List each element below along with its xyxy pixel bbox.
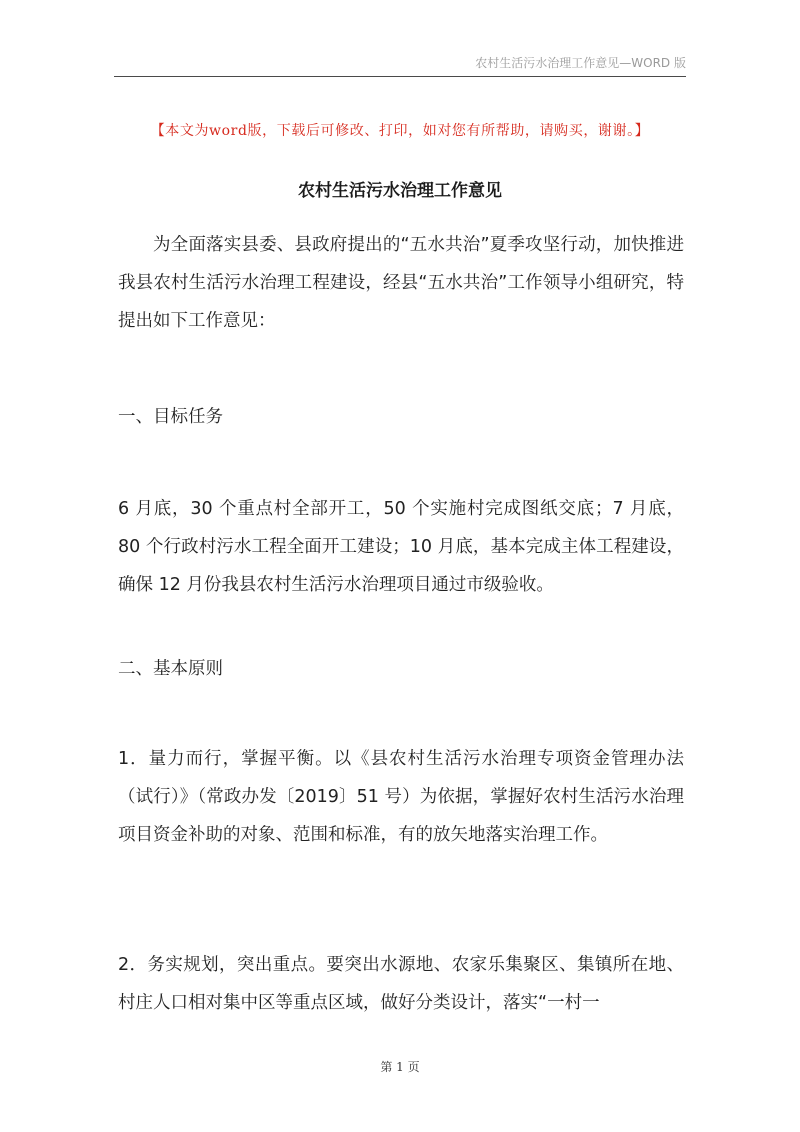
- goals-paragraph: 6 月底，30 个重点村全部开工，50 个实施村完成图纸交底；7 月底，80 个行政村污水工程全面开工建设；10 月底，基本完成主体工程建设，确保 12 月份我县农村生活污水治理项目通过市级验收。: [118, 499, 684, 595]
- section-heading-goals: 一、目标任务: [118, 407, 223, 427]
- purchase-notice: 【本文为word版，下载后可修改、打印，如对您有所帮助，请购买，谢谢。】: [150, 123, 650, 139]
- section-heading-principles: 二、基本原则: [118, 659, 223, 679]
- intro-paragraph: 为全面落实县委、县政府提出的“五水共治”夏季攻坚行动，加快推进我县农村生活污水治理工程建设，经县“五水共治”工作领导小组研究，特提出如下工作意见：: [118, 235, 684, 331]
- document-title: 农村生活污水治理工作意见: [298, 181, 502, 201]
- running-header: 农村生活污水治理工作意见—WORD 版: [475, 56, 686, 70]
- header-divider: [114, 76, 686, 77]
- principle-paragraph-2: 2．务实规划，突出重点。要突出水源地、农家乐集聚区、集镇所在地、村庄人口相对集中区等重点区域，做好分类设计，落实“一村一: [118, 955, 684, 1013]
- page-number: 第 1 页: [380, 1060, 420, 1074]
- principle-paragraph-1: 1．量力而行，掌握平衡。以《县农村生活污水治理专项资金管理办法（试行）》（常政办发〔2019〕51 号）为依据，掌握好农村生活污水治理项目资金补助的对象、范围和标准，有的放矢地落实治理工作。: [118, 749, 684, 845]
